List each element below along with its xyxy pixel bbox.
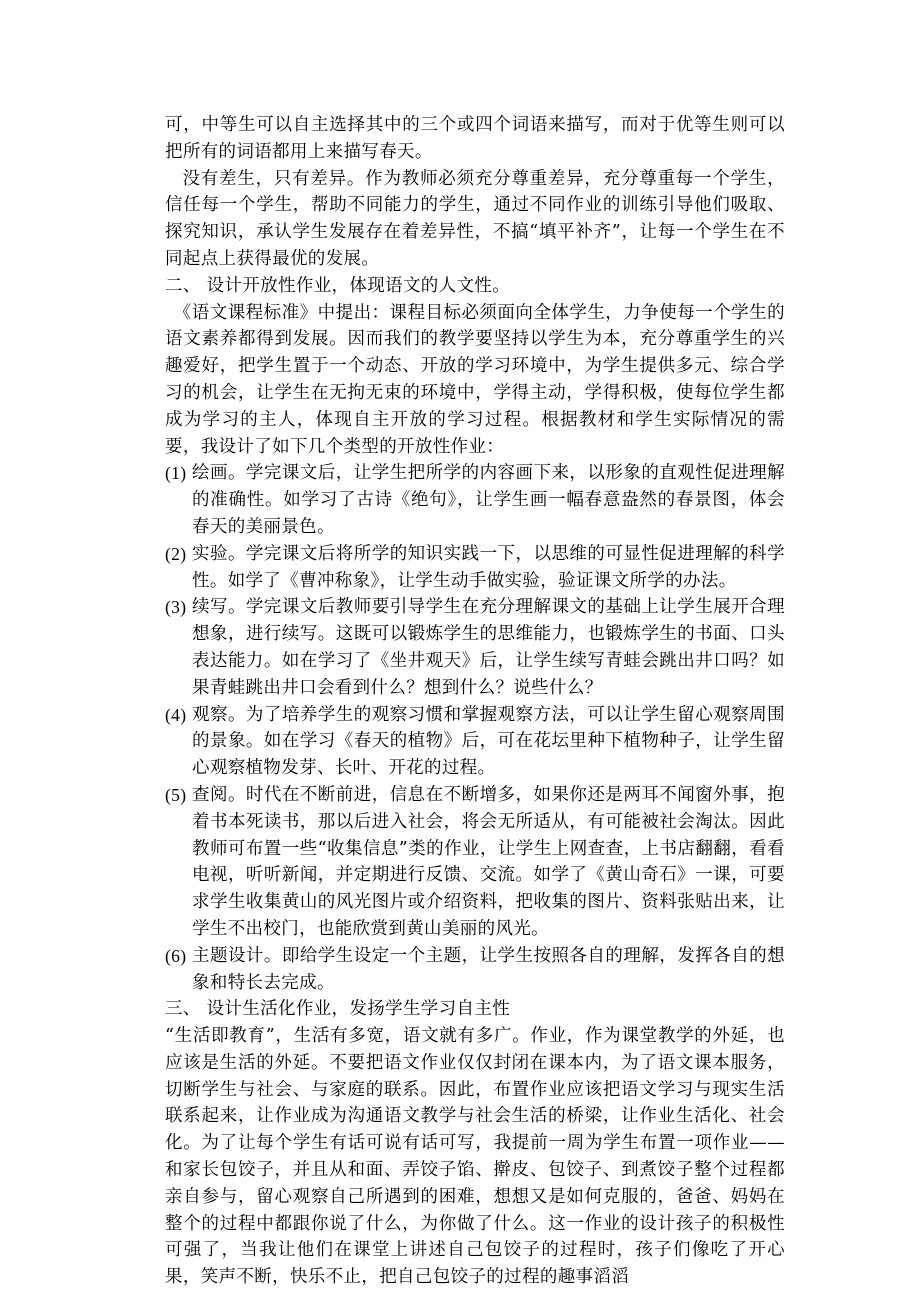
list-item-marker: (6) <box>165 945 187 966</box>
list-item-marker: (2) <box>165 543 187 564</box>
paragraph-differences: 没有差生，只有差异。作为教师必须充分尊重差异，充分尊重每一个学生，信任每一个学生，帮助不同能力的学生，通过不同作业的训练引导他们吸取、探究知识，承认学生发展存在着差异性，不搞“填平补齐”，让每一个学生在不同起点上获得最优的发展。 <box>165 168 785 269</box>
document-page <box>165 112 785 1291</box>
section-2-intro: 《语文课程标准》中提出：课程目标必须面向全体学生，力争使每一个学生的语文素养都得到发展。因而我们的教学要坚持以学生为本，充分尊重学生的兴趣爱好，把学生置于一个动态、开放的学习环境中，为学生提供多元、综合学习的机会，让学生在无拘无束的环境中，学得主动，学得积极，使每位学生都成为学习的主人，体现自主开放的学习过程。根据教材和学生实际情况的需要，我设计了如下几个类型的开放性作业： <box>165 302 785 457</box>
list-item <box>165 702 785 782</box>
list-item-text: 查阅。时代在不断前进，信息在不断增多，如果你还是两耳不闻窗外事，抱着书本死读书，那以后进入社会，将会无所适从，有可能被社会淘汰。因此教师可布置一些“收集信息”类的作业，让学生上网查查，上书店翻翻，看看电视，听听新闻，并定期进行反馈、交流。如学了《黄山奇石》一课，可要求学生收集黄山的风光图片或介绍资料，把收集的图片、资料张贴出来，让学生不出校门，也能欣赏到黄山美丽的风光。 <box>192 784 785 939</box>
open-homework-list <box>165 460 785 996</box>
list-item <box>165 541 785 595</box>
paragraph-continuation: 可，中等生可以自主选择其中的三个或四个词语来描写，而对于优等生则可以把所有的词语都用上来描写春天。 <box>165 115 785 162</box>
list-item <box>165 943 785 997</box>
list-item <box>165 460 785 540</box>
list-item-text: 主题设计。即给学生设定一个主题，让学生按照各自的理解，发挥各自的想象和特长去完成。 <box>192 945 785 993</box>
section-3-heading: 三、 设计生活化作业，发扬学生学习自主性 <box>165 999 511 1020</box>
list-item-text: 绘画。学完课文后，让学生把所学的内容画下来，以形象的直观性促进理解的准确性。如学习了古诗《绝句》，让学生画一幅春意盎然的春景图，体会春天的美丽景色。 <box>192 463 785 537</box>
list-item <box>165 594 785 701</box>
list-item-marker: (5) <box>165 784 187 805</box>
section-3-body: “生活即教育”，生活有多宽，语文就有多广。作业，作为课堂教学的外延，也应该是生活的外延。不要把语文作业仅仅封闭在课本内，为了语文课本服务，切断学生与社会、与家庭的联系。因此，布置作业应该把语文学习与现实生活联系起来，让作业成为沟通语文教学与社会生活的桥梁，让作业生活化、社会化。为了让每个学生有话可说有话可写，我提前一周为学生布置一项作业——和家长包饺子，并且从和面、弄饺子馅、擀皮、包饺子、到煮饺子整个过程都亲自参与，留心观察自己所遇到的困难，想想又是如何克服的，爸爸、妈妈在整个的过程中都跟你说了什么，为你做了什么。这一作业的设计孩子的积极性可强了，当我让他们在课堂上讲述自己包饺子的过程时，孩子们像吃了开心果，笑声不断，快乐不止，把自己包饺子的过程的趣事滔滔 <box>165 1026 785 1288</box>
list-item-text: 续写。学完课文后教师要引导学生在充分理解课文的基础上让学生展开合理想象，进行续写。这既可以锻炼学生的思维能力，也锻炼学生的书面、口头表达能力。如在学习了《坐井观天》后，让学生续写青蛙会跳出井口吗？如果青蛙跳出井口会看到什么？想到什么？说些什么？ <box>192 597 785 698</box>
list-item-marker: (1) <box>165 463 187 484</box>
section-2-heading: 二、 设计开放性作业，体现语文的人文性。 <box>165 275 511 296</box>
list-item-text: 观察。为了培养学生的观察习惯和掌握观察方法，可以让学生留心观察周围的景象。如在学习《春天的植物》后，可在花坛里种下植物种子，让学生留心观察植物发芽、长叶、开花的过程。 <box>192 704 785 779</box>
list-item-marker: (4) <box>165 704 187 725</box>
list-item <box>165 782 785 943</box>
list-item-text: 实验。学完课文后将所学的知识实践一下，以思维的可显性促进理解的科学性。如学了《曹冲称象》，让学生动手做实验，验证课文所学的办法。 <box>192 543 785 591</box>
list-item-marker: (3) <box>165 597 187 618</box>
